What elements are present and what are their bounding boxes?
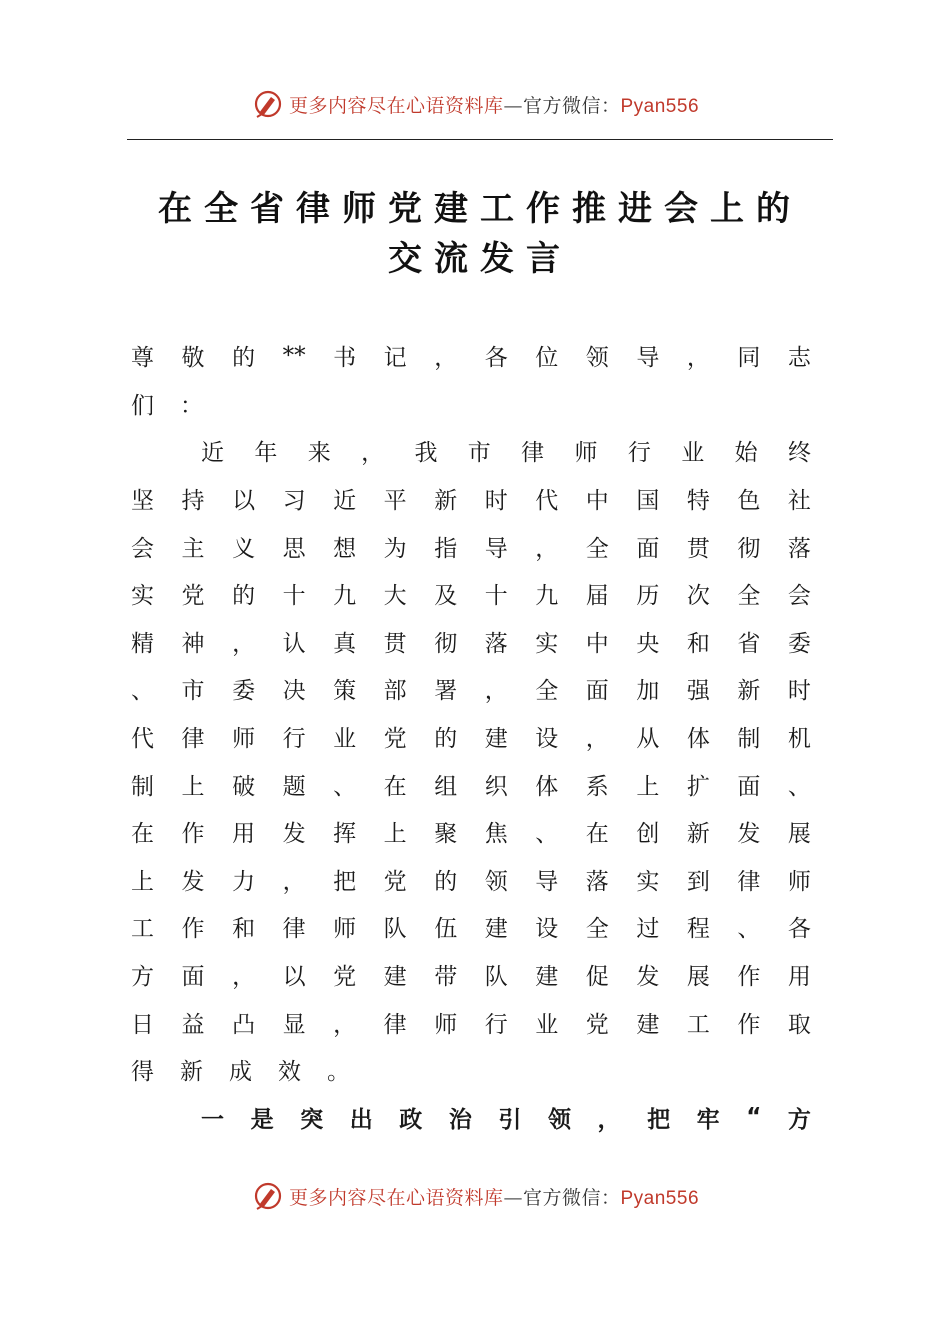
- text-line: 尊 敬 的 ** 书 记 ， 各 位 领 导 ， 同 志: [131, 342, 811, 372]
- pen-logo-icon: [251, 1179, 285, 1213]
- watermark-text: [289, 91, 699, 118]
- text-line: 上 发 力 ， 把 党 的 领 导 落 实 到 律 师: [131, 868, 811, 895]
- text-line: 一 是 突 出 政 治 引 领 ， 把 牢 “ 方: [201, 1104, 811, 1133]
- watermark-official: 官方微信：: [522, 94, 621, 117]
- watermark-text: [289, 1183, 699, 1210]
- text-line: 们 ：: [131, 392, 203, 419]
- watermark-site: 更多内容尽在心语资料库: [288, 1186, 504, 1209]
- text-line: 会 主 义 思 想 为 指 导 ， 全 面 贯 彻 落: [131, 535, 811, 562]
- document-title: [127, 184, 833, 284]
- watermark-wechat-id: Pyan556: [620, 95, 700, 117]
- watermark-site: 更多内容尽在心语资料库: [288, 94, 504, 117]
- pen-logo-icon: [251, 87, 285, 121]
- header-divider: [127, 139, 833, 140]
- text-line: 方 面 ， 以 党 建 带 队 建 促 发 展 作 用: [131, 964, 811, 991]
- watermark-separator: —: [503, 94, 523, 117]
- text-line: 近 年 来 ， 我 市 律 师 行 业 始 终: [201, 440, 811, 467]
- text-line: 实 党 的 十 九 大 及 十 九 届 历 次 全 会: [131, 583, 811, 610]
- text-line: 代 律 师 行 业 党 的 建 设 ， 从 体 制 机: [131, 726, 811, 753]
- document-body: [131, 332, 811, 1141]
- header-watermark: [0, 84, 950, 124]
- text-line: 、 市 委 决 策 部 署 ， 全 面 加 强 新 时: [131, 678, 811, 705]
- text-line: 工 作 和 律 师 队 伍 建 设 全 过 程 、 各: [131, 916, 811, 943]
- text-line: 在 作 用 发 挥 上 聚 焦 、 在 创 新 发 展: [131, 821, 811, 848]
- title-line-1: 在全省律师党建工作推进会上的: [158, 189, 802, 229]
- text-line: 精 神 ， 认 真 贯 彻 落 实 中 央 和 省 委: [131, 630, 811, 657]
- watermark-separator: —: [503, 1186, 523, 1209]
- watermark-official: 官方微信：: [522, 1186, 621, 1209]
- title-line-2: 交流发言: [388, 239, 572, 279]
- text-line: 日 益 凸 显 ， 律 师 行 业 党 建 工 作 取: [131, 1011, 811, 1038]
- text-line: 制 上 破 题 、 在 组 织 体 系 上 扩 面 、: [131, 773, 811, 800]
- watermark-wechat-id: Pyan556: [620, 1187, 700, 1209]
- text-line: 得 新 成 效 。: [131, 1059, 350, 1086]
- footer-watermark: [0, 1176, 950, 1216]
- text-line: 坚 持 以 习 近 平 新 时 代 中 国 特 色 社: [131, 488, 811, 515]
